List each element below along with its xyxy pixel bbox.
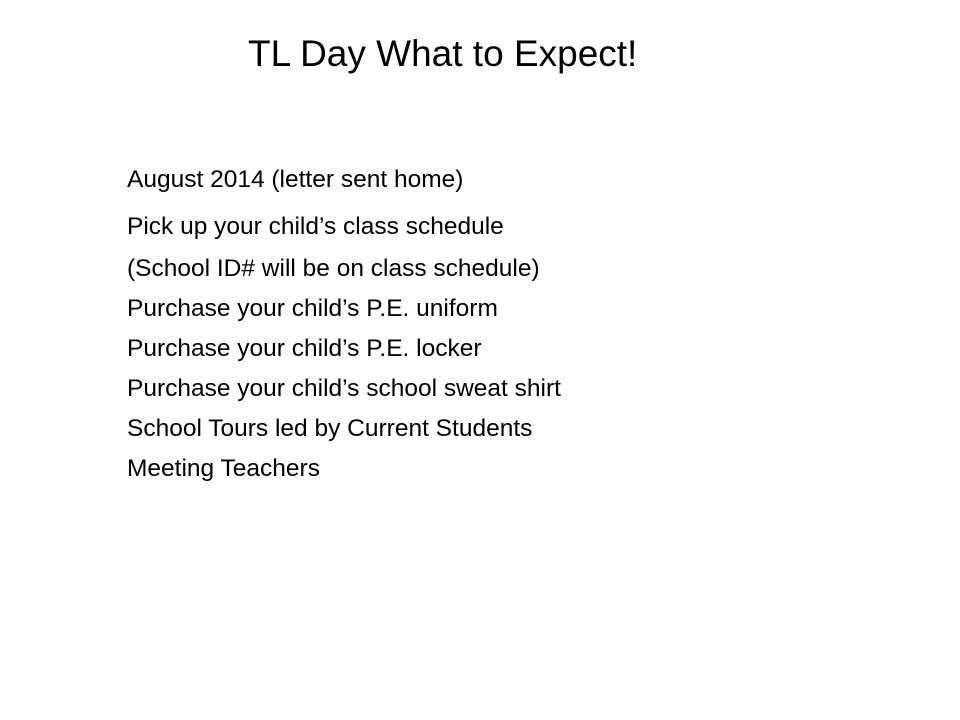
body-line-pe-uniform: Purchase your child’s P.E. uniform xyxy=(127,295,498,322)
slide-title: TL Day What to Expect! xyxy=(248,33,638,74)
body-line-pe-locker: Purchase your child’s P.E. locker xyxy=(127,335,482,362)
slide-body xyxy=(127,160,887,489)
body-line-date: August 2014 (letter sent home) xyxy=(127,166,464,193)
body-line-schedule: Pick up your child’s class schedule xyxy=(127,213,504,240)
body-line-school-tours: School Tours led by Current Students xyxy=(127,415,533,442)
body-line-sweat-shirt: Purchase your child’s school sweat shirt xyxy=(127,375,561,402)
body-line-school-id: (School ID# will be on class schedule) xyxy=(127,255,540,282)
body-line-meeting-teachers: Meeting Teachers xyxy=(127,455,320,482)
